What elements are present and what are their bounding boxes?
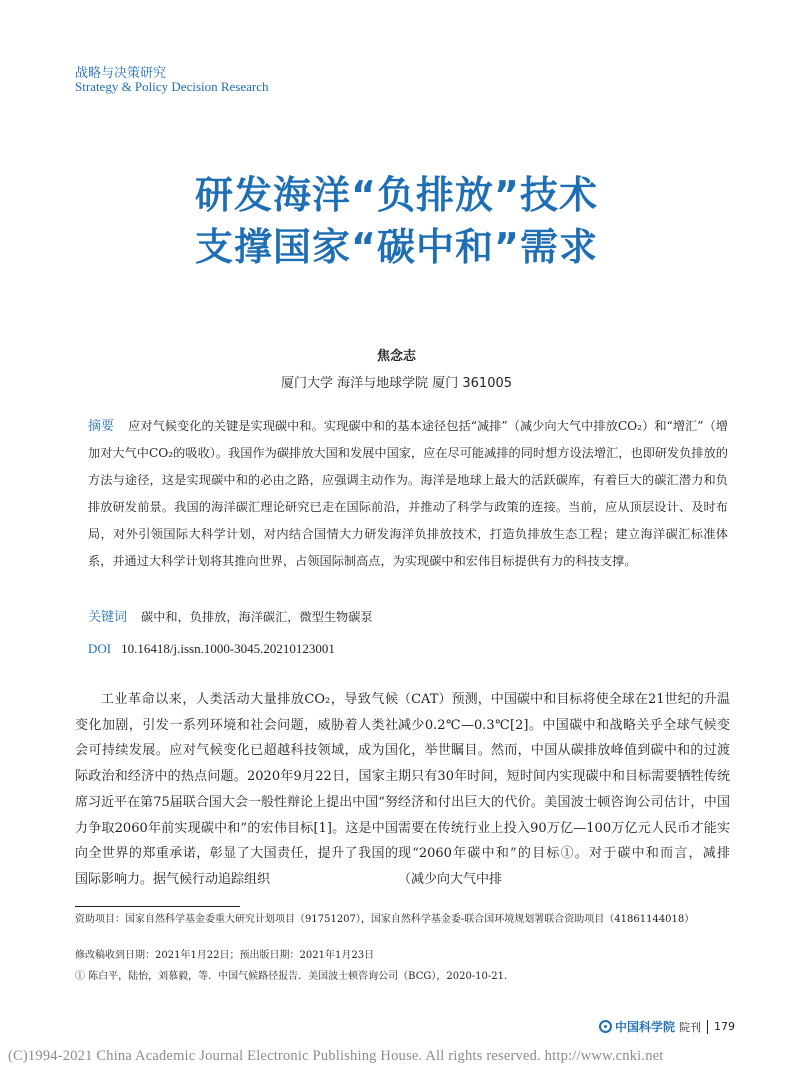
abstract-label: 摘要 bbox=[88, 419, 115, 434]
footnote-dates: 修改稿收到日期：2021年1月22日；预出版日期：2021年1月23日 bbox=[75, 950, 375, 961]
footnote-1: ① 陈白平，陆怡，刘慕毅，等．中国气候路径报告．美国波士顿咨询公司（BCG），2020-10-21. bbox=[75, 971, 508, 982]
body-paragraph-right: （CAT）预测，中国碳中和目标将使全球在21世纪的升温减少0.2℃—0.3℃[2]。中国碳中和战略关乎全球气候变化，举世瞩目。然而，中国从碳排放峰值到碳中和的过渡期只有30年时间，短时间内实现碳中和目标需要牺牲传统经济和付出巨大的代价。美国波士顿咨询公司估计，中国需要在传统行业上投入90万亿—100万亿元人民币才能实现“2060年碳中和”的目标①。对于碳中和而言，减排（减少向大气中排 bbox=[398, 692, 730, 887]
page-number: 179 bbox=[714, 1020, 735, 1033]
footnote-divider bbox=[75, 906, 240, 907]
body-paragraph-left: 工业革命以来，人类活动大量排放CO₂，导致气候变化加剧，引发一系列环境和社会问题，威胁着人类社会可持续发展。应对气候变化已超越科技领域，成为国际政治和经济中的热点问题。2020年9月22日，国家主席习近平在第75届联合国大会一般性辩论上提出中国“努力争取2060年前实现碳中和”的宏伟目标[1]。这是中国向全世界的郑重承诺，彰显了大国责任，提升了我国的国际影响力。据气候行动追踪组织 bbox=[75, 692, 398, 887]
journal-section-en: Strategy & Policy Decision Research bbox=[75, 79, 269, 94]
cas-logo-text: 中国科学院 bbox=[614, 1020, 675, 1034]
cas-logo-icon bbox=[599, 1020, 612, 1033]
page-footer bbox=[599, 1018, 735, 1035]
doi bbox=[88, 641, 335, 657]
abstract bbox=[88, 413, 728, 575]
article-title-line1: 研发海洋“负排放”技术 bbox=[195, 173, 598, 217]
keywords-text: 碳中和，负排放，海洋碳汇，微型生物碳泵 bbox=[141, 610, 373, 624]
doi-value[interactable]: 10.16418/j.issn.1000-3045.20210123001 bbox=[121, 641, 335, 656]
cas-logo bbox=[599, 1018, 675, 1035]
article-title-line2: 支撑国家“碳中和”需求 bbox=[195, 225, 598, 269]
doi-label: DOI bbox=[88, 641, 112, 656]
journal-section-cn: 战略与决策研究 bbox=[75, 66, 167, 81]
footer-separator bbox=[707, 1020, 708, 1034]
body-right-column bbox=[398, 687, 730, 893]
author-affiliation: 厦门大学 海洋与地球学院 厦门 361005 bbox=[280, 376, 513, 391]
keywords-label: 关键词 bbox=[88, 610, 128, 625]
body-left-column bbox=[75, 687, 398, 893]
journal-suffix: 院刊 bbox=[679, 1020, 701, 1034]
footnote-funding: 资助项目：国家自然科学基金委重大研究计划项目（91751207），国家自然科学基金委-联合国环境规划署联合资助项目（41861144018） bbox=[75, 914, 695, 925]
keywords bbox=[88, 606, 373, 625]
abstract-text: 应对气候变化的关键是实现碳中和。实现碳中和的基本途径包括“减排”（减少向大气中排放CO₂）和“增汇”（增加对大气中CO₂的吸收）。我国作为碳排放大国和发展中国家，应在尽可能减排的同时想方设法增汇，也即研发负排放的方法与途径，这是实现碳中和的必由之路，应强调主动作为。海洋是地球上最大的活跃碳库，有着巨大的碳汇潜力和负排放研发前景。我国的海洋碳汇理论研究已走在国际前沿，并推动了科学与政策的连接。当前，应从顶层设计、及时布局，对外引领国际大科学计划，对内结合国情大力研发海洋负排放技术，打造负排放生态工程；建立海洋碳汇标准体系，并通过大科学计划将其推向世界，占领国际制高点，为实现碳中和宏伟目标提供有力的科技支撑。 bbox=[88, 419, 728, 568]
author-name: 焦念志 bbox=[376, 349, 416, 364]
copyright-watermark: (C)1994-2021 China Academic Journal Electronic Publishing House. All rights reserved. http://www.cnki.net bbox=[8, 1048, 664, 1064]
